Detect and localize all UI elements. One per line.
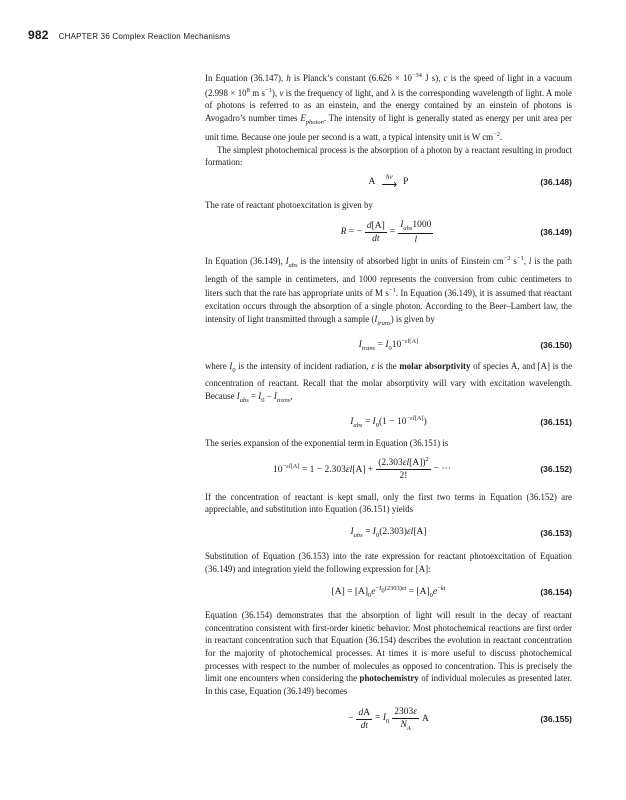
equation-number: (36.152) bbox=[540, 463, 572, 474]
paragraph: The simplest photochemical process is the absorption of a photon by a reactant resulting in product formation: bbox=[205, 144, 572, 168]
equation-36-155: − $\frac{dA}{dt}$ = $I_0$ $\frac{2303\varepsilon}{N_A}$ A (36.155) bbox=[348, 706, 572, 732]
equation-number: (36.154) bbox=[540, 587, 572, 598]
paragraph: Equation (36.154) demonstrates that the absorption of light will result in the decay of reactant concentration consistent with first-order kinetic behavior. Most photochemical reactions are first order in reactant concentration such that Equation (36.154) describes the evolution in reactant concentration for the majority of photochemical processes. At times it is more useful to discuss photochemical processes with respect to the number of molecules as opposed to concentration. This is precisely the limit one encounters when considering the photochemistry of individual molecules as presented later. In this case, Equation (36.149) becomes bbox=[205, 610, 572, 696]
equation-number: (36.150) bbox=[540, 339, 572, 350]
paragraph: In Equation (36.147), h is Planck’s constant ($6.626 \times 10^{-34}$ J s), c is the speed of light in a vacuum ($2.998 \times 10^8$ m $s^{-1}$), ν is the frequency of light, and λ is the corresponding wavelength of light. A mole of photons is referred to as an einstein, and the energy contained by an einstein of photons is Avogadro’s number times $E_{photon}$. The intensity of light is generally stated as energy per unit area per unit time. Because one joule per second is a watt, a typical intensity unit is W $cm^{-2}$. bbox=[205, 72, 573, 143]
key-term: photochemistry bbox=[359, 673, 419, 684]
page-number: 982 bbox=[28, 28, 49, 42]
paragraph: In Equation (36.149), $I_{abs}$ is the intensity of absorbed light in units of Einstein $cm^{-2}$ $s^{-1}$, l is the path length of the sample in centimeters, and 1000 represents the conversion from cubic centimeters to liters such that the rate has appropriate units of M $s^{-1}$. In Equation (36.149), it is assumed that reactant excitation occurs through the absorption of a single photon. According to the Beer–Lambert law, the intensity of light transmitted through a sample $(I_{trans})$ is given by bbox=[205, 255, 573, 327]
equation-36-153: $I_{abs} = I_0(2.303)\varepsilon l[A]$ (36.153) bbox=[350, 527, 572, 539]
paragraph: where $I_0$ is the intensity of incident radiation, ε is the molar absorptivity of species A, and [A] is the concentration of reactant. Recall that the molar absorptivity will vary with excitation wavelength. Because $I_{abs} = I_0 - I_{trans}$, bbox=[205, 360, 573, 404]
equation-number: (36.148) bbox=[540, 176, 572, 187]
equation-36-152: $10^{-\varepsilon l[A]} = 1 - 2.303\varepsilon l[A]$ + $\frac{(2.303\varepsilon l[A])^2}{2!}$ − ⋯ (36.152) bbox=[273, 456, 572, 482]
running-head bbox=[28, 28, 230, 42]
key-term: molar absorptivity bbox=[399, 360, 471, 371]
equation-number: (36.151) bbox=[540, 417, 572, 428]
paragraph: Substitution of Equation (36.153) into the rate expression for reactant photoexcitation of Equation (36.149) and integration yield the following expression for [A]: bbox=[205, 551, 572, 574]
equation-36-148: A hν ⟶ P (36.148) bbox=[368, 173, 572, 192]
equation-36-154: $[A] = [A]_0e^{-I_0(2303)\varepsilon t} = [A]_0e^{-kt}$ (36.154) bbox=[331, 585, 572, 600]
page-body bbox=[205, 70, 572, 739]
paragraph: If the concentration of reactant is kept small, only the first two terms in Equation (36.152) are appreciable, and substitution into Equation (36.151) yields bbox=[205, 491, 572, 515]
chapter-title: CHAPTER 36 Complex Reaction Mechanisms bbox=[58, 32, 231, 41]
equation-36-151: $I_{abs} = I_0(1 - 10^{-\varepsilon l[A]})$ (36.151) bbox=[350, 415, 572, 430]
equation-number: (36.149) bbox=[540, 227, 572, 238]
equation-number: (36.153) bbox=[540, 528, 572, 539]
paragraph: The rate of reactant photoexcitation is given by bbox=[205, 199, 373, 210]
equation-36-149: R = − $\frac{d[A]}{dt}$ = $\frac{I_{abs}1000}{l}$ (36.149) bbox=[340, 219, 572, 245]
equation-36-150: $I_{trans} = I_010^{-\varepsilon l[A]}$ (36.150) bbox=[358, 337, 572, 352]
paragraph: The series expansion of the exponential term in Equation (36.151) is bbox=[205, 438, 449, 449]
equation-number: (36.155) bbox=[540, 714, 572, 725]
